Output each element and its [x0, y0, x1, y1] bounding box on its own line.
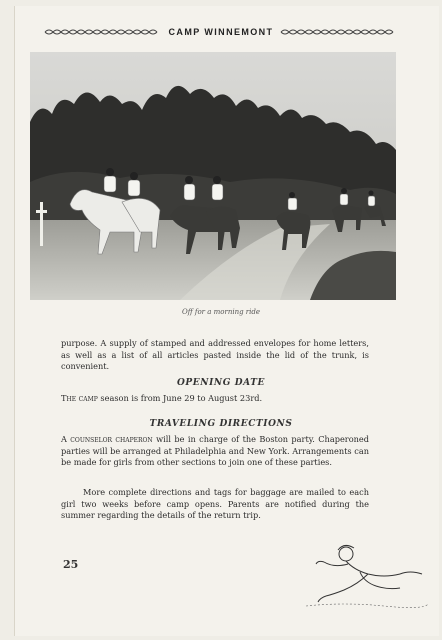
traveling-paragraph-2: More complete directions and tags for baggage are mailed to each girl two weeks before camp opens. Parents are notified during the summer regarding the details of the return trip.: [61, 487, 369, 521]
header-ornament-left: [43, 28, 163, 36]
header-title: CAMP WINNEMONT: [168, 27, 274, 37]
page-number: 25: [63, 558, 79, 571]
traveling-paragraph-1: [61, 434, 369, 469]
traveling-directions-heading: TRAVELING DIRECTIONS: [149, 419, 293, 429]
horseback-photo: [30, 52, 396, 300]
traveling-lead: A counselor chaperon: [61, 434, 153, 444]
opening-date-paragraph: [61, 393, 369, 405]
header-ornament-right: [279, 28, 399, 36]
opening-date-heading: OPENING DATE: [176, 378, 265, 388]
page-header: [0, 22, 442, 42]
traveling-text: will be in charge of the Boston party. Chaperoned parties will be arranged at Philadelphia and New York. Arrangements can be made for girls from other sections to join one of these parties.: [61, 434, 369, 468]
opening-date-text: season is from June 29 to August 23rd.: [100, 393, 263, 403]
photo-caption: Off for a morning ride: [181, 308, 261, 316]
photo-illustration: [30, 52, 396, 300]
intro-paragraph: purpose. A supply of stamped and addressed envelopes for home letters, as well as a list of all articles pasted inside the lid of the trunk, is convenient.: [61, 338, 369, 372]
opening-date-lead: The camp: [61, 393, 98, 403]
running-girl-sketch: [304, 540, 430, 612]
